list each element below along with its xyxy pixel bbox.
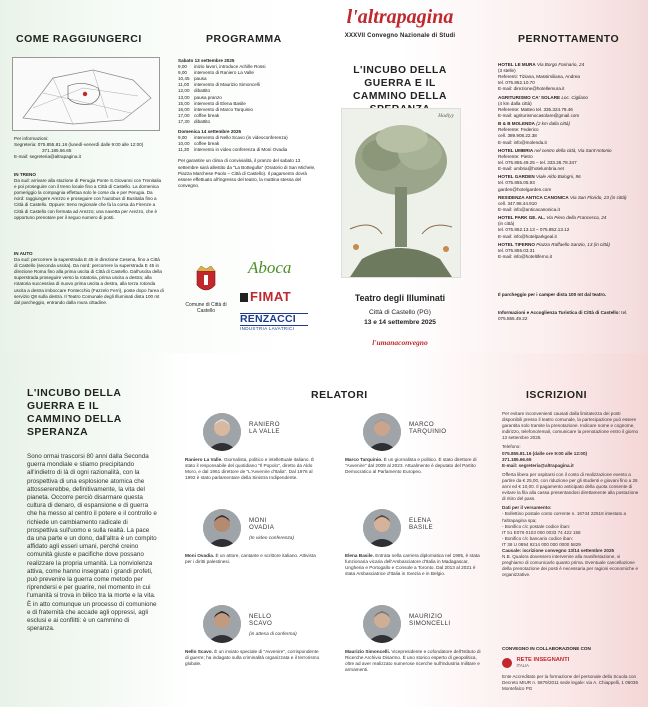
- sunday-title: Domenica 14 settembre 2025: [178, 129, 242, 135]
- speaker-name: [249, 421, 280, 436]
- person-portrait-icon: [363, 509, 401, 547]
- comune-name: Comune di Città di Castello: [185, 302, 227, 314]
- fimat-text: FIMAT: [250, 289, 292, 304]
- auto-title: IN AUTO: [14, 251, 33, 256]
- hotel-detail: Referente: Matteo tel. 335.324.79.46: [498, 106, 573, 112]
- hotel-entry: [498, 195, 638, 213]
- hotel-detail: (4 km dalla città): [498, 100, 532, 106]
- pay-line: IT 38 U 0894 9214 000 000 0000 5829: [502, 541, 581, 547]
- speaker-photo: [203, 413, 241, 451]
- hotel-address: Piazza Raffaello Sanzio, 13 (in città): [536, 241, 610, 247]
- treno-title: IN TRENO: [14, 172, 36, 177]
- sunday-list: [178, 135, 316, 153]
- speaker-bio-name: Elena Basile.: [345, 553, 374, 558]
- venue-name: Teatro degli Illuminati: [354, 293, 446, 303]
- hotel-entry: [498, 121, 638, 145]
- pay-line: IT 51 E076 0103 000 0033 74 422 158: [502, 529, 581, 535]
- tel-line-2: 371.185.66.65: [502, 456, 532, 462]
- speaker-last-name: LA VALLE: [249, 428, 280, 436]
- sat-time: 11,00: [178, 82, 190, 88]
- sat-desc: coffee break: [194, 112, 220, 118]
- sat-time: 17,00: [178, 112, 190, 118]
- saturday-title: Sabato 13 settembre 2025: [178, 58, 235, 63]
- sat-desc: intervento di Marco Tarquinio: [194, 106, 253, 112]
- speaker-bio-text: È un attore, cantante e scrittore italiano. Attivista per i diritti palestinesi.: [185, 553, 316, 564]
- speaker-bio-name: Moni Ovadia.: [185, 553, 215, 558]
- speaker-photo: [363, 605, 401, 643]
- renzacci-text: RENZACCI: [240, 313, 308, 326]
- sat-time: 9,00: [178, 64, 187, 70]
- hotel-name: AGRITURISMO CA' SOLARE: [498, 94, 561, 100]
- sat-desc: pausa pranzo: [194, 94, 222, 100]
- sun-desc: coffee break: [194, 141, 220, 147]
- speaker-last-name: SIMONCELLI: [409, 620, 451, 628]
- person-portrait-icon: [203, 413, 241, 451]
- parking-note: Il parcheggio per i camper dista 100 mt dal teatro.: [498, 292, 607, 297]
- pernottamento-column: [482, 0, 648, 353]
- info-line-email[interactable]: E-mail: segreteria@altrapagina.it: [14, 154, 81, 160]
- cover-column: [318, 0, 482, 353]
- venue-city: Città di Castello (PG): [369, 309, 431, 316]
- speaker-last-name: SCAVO: [249, 620, 273, 628]
- hotel-address: nel centro della città, Via Sant'Antonio: [534, 147, 612, 153]
- treno-text: Da sud: arrivare alla stazione di Perugia Ponte S.Giovanni con Trenitalia e poi proseguire con il treno locale fino a Città di Castello. La domenica pomeriggio la compagnia effettua solo le corse da e per Perugia. Da nord: raggiungere Arezzo e proseguire con l'autobus di Busitalia fino a Città di Castello. Oppure: treno regionale che fa la corsa da Firenze a Città di Castello con fermata ad Arezzo; una navetta per Arezzo, che è opportuno prenotare per il seguo numero di posti.: [14, 178, 162, 220]
- sat-desc: inizio lavori, introduce Achille Rossi: [194, 64, 266, 70]
- raggiungerci-title: COME RAGGIUNGERCI: [16, 33, 142, 45]
- hotel-detail: tel. 075.852.10.70: [498, 80, 535, 86]
- hotel-list: [498, 62, 638, 262]
- hotel-name: HOTEL GARDEN: [498, 174, 535, 180]
- hotel-detail: (in città): [498, 221, 515, 227]
- comune-logo: [184, 265, 228, 325]
- speaker-bio: [185, 457, 323, 481]
- pay-list: [502, 511, 640, 548]
- hotel-entry: [498, 95, 638, 119]
- hotel-name: B & B MOLENDA: [498, 121, 536, 127]
- raggiungerci-column: [0, 0, 170, 353]
- sat-desc: intervento di Maurizio Simoncelli: [194, 82, 260, 88]
- causale: Causale: iscrizione convegno 13/14 settembre 2025: [502, 547, 615, 553]
- speaker-bio: [345, 457, 483, 475]
- hotel-detail: Referenti: Tiziana, Massimiliana, Andrea: [498, 74, 580, 80]
- cover-artwork: [341, 108, 461, 278]
- hotel-address: Loc. Cigliano: [561, 94, 588, 100]
- speaker-last-name: OVADIA: [249, 524, 275, 532]
- speaker-name: [249, 517, 294, 542]
- inner-spread: [0, 353, 648, 707]
- sun-row: [178, 147, 316, 153]
- pay-line: - Bollettino postale conto corrente n. 16744 22518 intestato a l'altrapagina spa;: [502, 511, 627, 523]
- tel-line-1: 075.855.81.16 (dalle ore 9:00 alle 12:00): [502, 450, 588, 456]
- info-block: [14, 136, 164, 160]
- auto-text: Da sud: percorrere la superstrada E 45 in direzione Cesena, fino a Città di Castello (seconda uscita). Da nord: percorrere la superstrada E 45 in direzione Roma fino alla prima uscita di Città di Castello. Dall'uscita della superstrada proseguire verso la rotatoria, prima uscita a destra; alla rotatoria successiva di nuovo prima uscita a destra, alla terza rotonda uscita a destra imboccare Fontecchio (Fazzelo Ferri), poste dopo l'area di servizio Q8 sulla destra. Il Teatro Comunale degli Illuminati dista 100 mt dal parcheggio, entrando dalla mura cittadine.: [14, 257, 164, 305]
- relatori-column: [165, 353, 490, 707]
- intro-text: Sono ormai trascorsi 80 anni dalla Seconda guerra mondiale e stiamo precipitando all'indietro di là di ogni razionalità, con la prospettiva di una esplosione atomica che attossererebbe, definitivamente, la vita del pianeta. Occorre perciò disarmare questa cultura di denaro, di espansione e di guerra che ha messo al centro il potere e il controllo e richiede un cambiamento radicale di prospettiva sull'uomo e sulla realtà. La pace da una parte e un dono, dall'altra è un compito affidato agli esseri umani, perché creino comunità giuste e pacifiche dove possano realizzare la propria umanità. La nonviolenza attiva, come hanno insegnato i grandi profeti, può prevenire la guerra come metodo per riprendersi e per guarire, nel momento in cui l'umanità si trova in bilico tra la morte e la vita. È in atto comunque un processo di comunione e di fraternità che accade agli oppressi, agli esclusi e ai conflitti: è un cammino di speranza.: [27, 453, 157, 633]
- sat-time: 16,00: [178, 106, 190, 112]
- hotel-entry: [498, 215, 638, 239]
- sat-time: 12,00: [178, 88, 190, 94]
- iscrizioni-title: ISCRIZIONI: [526, 389, 588, 401]
- sun-time: 10,00: [178, 141, 190, 147]
- tel-label: Telefono:: [502, 444, 521, 450]
- artwork-signature: Hadiyy: [438, 113, 454, 119]
- speaker-bio-name: Marco Tarquinio.: [345, 457, 383, 462]
- hotel-entry: [498, 62, 638, 92]
- sat-desc: dibattito: [194, 88, 211, 94]
- pay-line: - Bonifico c/c postale codice iban:: [502, 523, 571, 529]
- hotel-detail: tel. 075.855.49.25 – tel. 333.26.78.347: [498, 159, 577, 165]
- hotel-detail: E-mail: umbria@hotelumbria.net: [498, 166, 564, 172]
- speaker-photo: [363, 509, 401, 547]
- comune-crest-icon: [193, 265, 219, 297]
- person-portrait-icon: [363, 605, 401, 643]
- hotel-detail: E-mail: info@hotelparkgeal.it: [498, 233, 557, 239]
- person-portrait-icon: [203, 509, 241, 547]
- sat-desc: pausa: [194, 76, 207, 82]
- cover-subtitle: XXXVII Convegno Nazionale di Studi: [344, 33, 456, 39]
- speaker-first-name: MARCO: [409, 421, 435, 428]
- speaker-last-name: TARQUINIO: [409, 428, 447, 436]
- hotel-detail: garden@hotelgarden.com: [498, 186, 552, 192]
- outer-spread: [0, 0, 648, 353]
- hotel-detail: tel. 075.855.05.93: [498, 180, 535, 186]
- iscrizioni-fee: Offerta libera per ospitarsi con il costo di realizzazione evento a partire da € 25,00, con riduzione per gli studenti e giovani fino a 26 anni ed € 10,00. Il pagamento anticipato della quota consente di evitare la fila alla cassa presentandosi direttamente alla postazione di ritiro del pass.: [502, 471, 639, 502]
- speaker-name: [409, 517, 433, 532]
- sat-time: 9,00: [178, 70, 187, 76]
- speaker-bio-name: Nello Scavo.: [185, 649, 213, 654]
- speaker-name: [409, 613, 450, 628]
- intro-column: [0, 353, 165, 707]
- pay-title: Dati per il versamento:: [502, 505, 552, 511]
- mushroom-cloud-illustration: [342, 109, 460, 277]
- speaker-first-name: ELENA: [409, 517, 432, 524]
- sat-desc: intervento di Raniero La Valle: [194, 70, 254, 76]
- lunch-note: Per garantire un clima di convivialità, il pranzo del sabato 13 settembre sarà allestito da "La Bottegulla" (Oratorio di San Michele, Piazza Marchese Paolo – Città di Castello). Il pagamento dovrà essere effettuato all'ingresso del teatro, la mattina stessa del convegno.: [178, 158, 316, 188]
- iat-block: [498, 310, 628, 322]
- speaker-bio-name: Maurizio Simoncelli.: [345, 649, 391, 654]
- programma-column: [170, 0, 318, 353]
- sat-time: 13,00: [178, 94, 190, 100]
- event-dates: 13 e 14 settembre 2025: [364, 319, 436, 326]
- fimat-logo: [240, 289, 291, 304]
- hotel-name: HOTEL TIFERNO: [498, 241, 535, 247]
- info-line-mobile: 371.185.66.65: [42, 148, 72, 154]
- speaker-name: [409, 421, 447, 436]
- sun-time: 11,30: [178, 147, 190, 153]
- hotel-address: (2 km dalla città): [536, 121, 570, 127]
- hotel-detail: (3 stelle): [498, 68, 516, 74]
- iscrizioni-body: [502, 411, 640, 581]
- speaker-first-name: MONI: [249, 517, 267, 524]
- cover-title: L'INCUBO DELLA GUERRA E IL CAMMINO DELLA: [352, 65, 447, 102]
- saturday-list: [178, 64, 316, 125]
- rete-mark-icon: [502, 658, 512, 668]
- hotel-name: HOTEL LE MURA: [498, 62, 536, 67]
- hotel-detail: E-mail: agriturismocasolare@gmail.com: [498, 112, 580, 118]
- city-map: [12, 57, 160, 131]
- sat-row: [178, 119, 316, 125]
- speaker-note: (In video conferenza): [249, 535, 295, 541]
- sat-time: 15,00: [178, 100, 190, 106]
- person-portrait-icon: [203, 605, 241, 643]
- publisher-logo: l'umanaconvegno: [372, 338, 428, 347]
- iat-title: Informazioni e Accoglienza Turistica di Città di Castello:: [498, 310, 621, 315]
- speaker-bio: [345, 649, 483, 673]
- speaker-photo: [203, 509, 241, 547]
- hotel-detail: E-mail: info@hoteltiferno.it: [498, 254, 552, 260]
- speaker-bio-text: È un giornalista e politico. È stato direttore di "Avvenire" dal 2009 al 2023. Attualmente è deputato del Partito Democratico al Parlamento Europeo.: [345, 457, 477, 474]
- treno-block: [14, 172, 164, 221]
- hotel-name: RESIDENZA ANTICA CANONICA: [498, 194, 569, 200]
- speaker-bio-text: È un inviato speciale di "Avvenire", corrispondente di guerre; ha indagato sulla criminalità organizzata e il terrorismo globale.: [185, 649, 320, 666]
- intro-title: L'INCUBO DELLA GUERRA E IL CAMMINO DELLA SPERANZA: [27, 388, 122, 438]
- hotel-address: Via Piero della Francesca, 24: [546, 215, 607, 221]
- sun-desc: intervento di Nello Scavo (in videoconferenza): [194, 135, 288, 141]
- hotel-entry: [498, 148, 638, 172]
- renzacci-logo: [240, 313, 308, 331]
- hotel-detail: cell. 347.98.44.910: [498, 200, 537, 206]
- pernottamento-title: PERNOTTAMENTO: [518, 33, 620, 45]
- speaker-photo: [363, 413, 401, 451]
- person-portrait-icon: [363, 413, 401, 451]
- fimat-mark-icon: [240, 293, 248, 302]
- speaker-bio: [345, 553, 483, 577]
- iscrizioni-note: N.B. Qualora dovessero intervenire alla manifestazione, vi preghiamo di comunicarlo quanto prima. Eventuale cancellazione della prenotazione dei posti è necessaria per ragioni economiche e organizzative.: [502, 554, 639, 578]
- speaker-bio: [185, 649, 323, 667]
- relatori-title: RELATORI: [311, 389, 368, 401]
- hotel-detail: tel. 075.855.03.31: [498, 247, 535, 253]
- sat-time: 10,45: [178, 76, 190, 82]
- speaker-bio-name: Raniero La Valle.: [185, 457, 223, 462]
- brand-logo: l'altrapagina: [346, 6, 454, 28]
- hotel-address: Via San Florido, 23 (in città): [569, 194, 627, 200]
- speaker-last-name: BASILE: [409, 524, 434, 532]
- hotel-name: HOTEL UMBRIA: [498, 147, 534, 153]
- hotel-detail: E-mail: info@anticacanonica.it: [498, 207, 560, 212]
- sat-desc: intervento di Elena Basile: [194, 100, 246, 106]
- hotel-entry: [498, 242, 638, 260]
- speaker-first-name: NELLO: [249, 613, 272, 620]
- iscrizioni-intro: Per evitare inconvenienti causati dalla limitatezza dei posti disponibili presso il teatro comunale, la partecipazione può essere garantita solo tramite la prenotazione. Indicare nome e cognome, indirizzo, telefono/email, comunicare la prenotazione entro il giorno 13 settembre 2025.: [502, 411, 639, 441]
- speaker-note: (in attesa di conferma): [249, 631, 297, 637]
- ente-note: Ente Accreditato per la formazione del personale della Scuola con Decreto MIUR n. 5879/2011 sede legale: via A. Chiappelli, 1 06036 Montefalco PG: [502, 674, 639, 692]
- sat-desc: dibattito: [194, 118, 211, 124]
- hotel-address: Via Borgo Farinario, 24: [536, 62, 585, 67]
- speaker-name: [249, 613, 297, 638]
- sun-time: 9,00: [178, 135, 187, 141]
- saturday-schedule: [178, 58, 316, 189]
- tel-line-3[interactable]: E-mail: segreteria@altrapagina.it: [502, 462, 574, 468]
- hotel-detail: E-mail: direzione@hotellemura.it: [498, 86, 565, 92]
- iscrizioni-column: [490, 353, 648, 707]
- rete-insegnanti-logo: [502, 654, 569, 668]
- sun-desc: intervento in video conferenza di Moni Ovadia: [194, 147, 288, 153]
- speaker-bio-text: Giornalista, politico e intellettuale italiano. È stato il responsabile del quotidiano "Il Popolo", diretto da Aldo Moro, e dal 1961 direttore de "L'Avvenire d'Italia". Dal 1976 al 1992 è stato parlamentare della Sinistra Indipendente.: [185, 457, 315, 480]
- hotel-name: HOTEL PARK GE. AL.: [498, 215, 546, 221]
- iat-tel: tel. 075.855.49.22: [498, 310, 628, 322]
- hotel-detail: cell. 389.908.22.38: [498, 133, 537, 139]
- rete-logo-text: RETE INSEGNANTI: [516, 657, 570, 664]
- hotel-detail: Referente: Federico: [498, 127, 539, 133]
- hotel-detail: E-mail: info@molenda.it: [498, 139, 547, 145]
- speaker-first-name: MAURIZIO: [409, 613, 443, 620]
- speaker-first-name: RANIERO: [249, 421, 280, 428]
- speaker-bio-text: Entrata nella carriera diplomatica nel 1985, è stata funzionaria vicaria dell'Ambasciatore d'Italia in Madagascar, Ungheria e Portogallo e Console a Toronto. Dal 2013 al 2021 è stata Ambasciatrice d'Italia in Svezia e in Belgio.: [345, 553, 480, 576]
- sat-time: 17,30: [178, 118, 190, 124]
- aboca-logo: Aboca: [248, 258, 292, 277]
- speaker-bio-text: Vicepresidente e cofondatore dell'Istituto di Ricerche Archivio Disarmo. È uno storico esperto di geopolitica, oltre ad aver realizzato numerose ricerche sull'industria militare e armamenti.: [345, 649, 481, 672]
- info-label: Per informazioni:: [14, 136, 49, 141]
- collab-title: CONVEGNO IN COLLABORAZIONE CON: [502, 646, 591, 651]
- programma-title: PROGRAMMA: [206, 33, 282, 45]
- renzacci-subtitle: INDUSTRIA LAVATRICI: [240, 326, 295, 331]
- auto-block: [14, 251, 164, 306]
- speaker-bio: [185, 553, 323, 565]
- hotel-detail: Referente: Pietro: [498, 153, 533, 159]
- city-map-drawing: [13, 58, 159, 130]
- hotel-detail: tel. 075.852.13.13 – 075.852.13.12: [498, 227, 570, 233]
- info-line-phone: Segreteria: 075.855.81.16 (lunedì-venerdì dalle 9:00 alle 12:00): [14, 142, 144, 148]
- rete-logo-sub: ITALIA: [516, 663, 529, 669]
- speaker-photo: [203, 605, 241, 643]
- hotel-entry: [498, 174, 638, 192]
- pay-line: - Bonifico c/c bancario codice iban:: [502, 535, 573, 541]
- hotel-address: Viale Aldo Bologni, 96: [535, 174, 581, 180]
